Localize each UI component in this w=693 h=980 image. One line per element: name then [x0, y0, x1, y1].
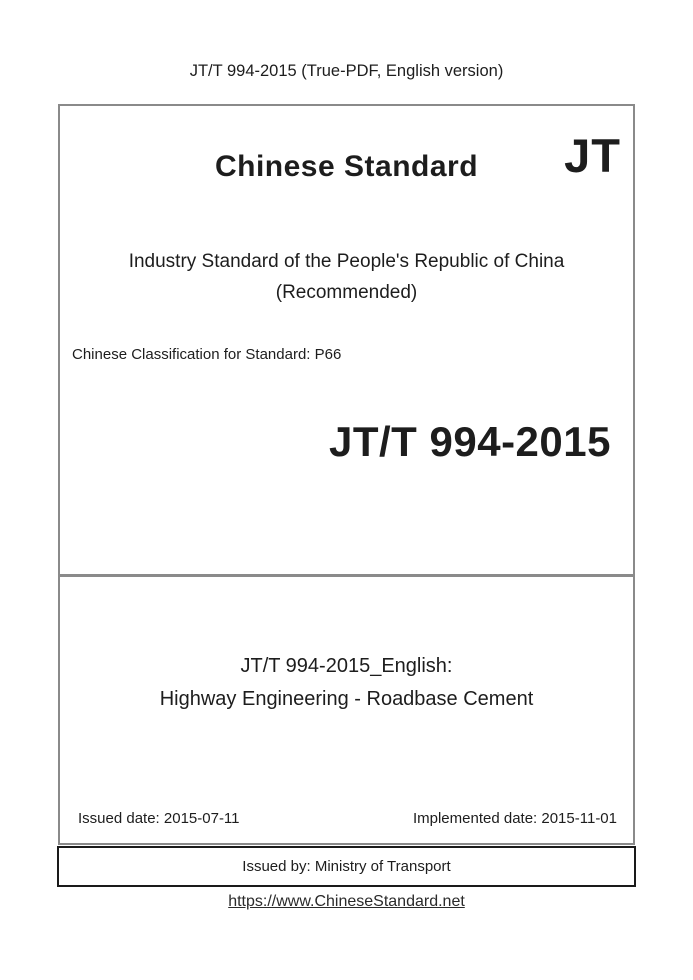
footer	[0, 893, 693, 911]
implemented-date: Implemented date: 2015-11-01	[412, 810, 617, 827]
website-link[interactable]: https://www.ChineseStandard.net	[228, 893, 465, 910]
issued-date: Issued date: 2015-07-11	[78, 810, 240, 827]
section-divider	[58, 574, 635, 577]
english-title-block	[60, 650, 633, 716]
standard-type-block	[60, 246, 633, 308]
english-title-line2: Highway Engineering - Roadbase Cement	[159, 688, 534, 710]
standard-body-logo: JT	[564, 129, 621, 182]
classification-code: Chinese Classification for Standard: P66	[72, 346, 342, 363]
cover-main-box	[58, 104, 635, 845]
standard-type-line1: Industry Standard of the People's Republic of China	[128, 251, 565, 272]
issued-by-box: Issued by: Ministry of Transport	[57, 846, 636, 887]
standard-type-line2: (Recommended)	[275, 282, 418, 303]
document-header-title: JT/T 994-2015 (True-PDF, English version)	[189, 62, 504, 80]
dates-row	[78, 810, 617, 827]
standard-number: JT/T 994-2015	[328, 418, 611, 465]
cover-title: Chinese Standard	[214, 150, 479, 183]
english-title-line1: JT/T 994-2015_English:	[240, 655, 453, 677]
